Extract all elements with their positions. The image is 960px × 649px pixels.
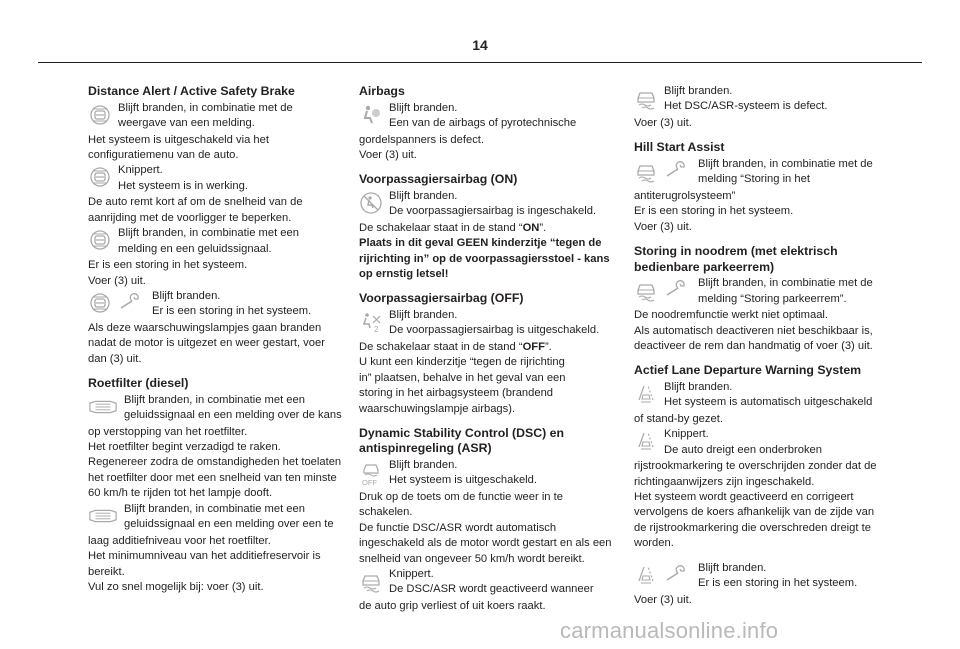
entry-text: Voer (3) uit. [634, 593, 692, 606]
entry-text: Blijft branden. [698, 561, 767, 574]
entry-text: geluidssignaal en een melding over de kans [124, 409, 342, 422]
entry-text: Knippert. [664, 428, 709, 441]
entry-text: antiterugrolsysteem” [634, 189, 736, 202]
entry [359, 189, 615, 283]
entry [634, 84, 890, 131]
entry [634, 427, 890, 551]
section-particle-filter [88, 376, 344, 595]
section-title: Distance Alert / Active Safety Brake [88, 84, 295, 98]
entry-text: De auto remt kort af om de snelheid van de [88, 196, 303, 209]
distance-alert-icon [88, 165, 112, 189]
section-title [634, 244, 890, 275]
header-rule [38, 62, 922, 63]
title-line: antispinregeling (ASR) [359, 441, 492, 456]
entry-text: vervolgens de koers afhankelijk van de zijde van [634, 506, 875, 519]
entry-text: snelheid van ongeveer 50 km/h wordt bereikt. [359, 552, 585, 565]
entry-text: De voorpassagiersairbag is uitgeschakeld. [389, 324, 600, 337]
entry-text: Het minimumniveau van het additiefreservoir is [88, 550, 321, 563]
switch-state: OFF [522, 340, 545, 353]
entry-text: waarschuwingslampje airbags). [359, 402, 516, 415]
entry-text: Knippert. [389, 568, 434, 580]
section-airbags [359, 84, 615, 163]
entry-text: Voer (3) uit. [359, 148, 417, 161]
entry-text: Voer (3) uit. [88, 274, 146, 287]
entry-text: De voorpassagiersairbag is ingeschakeld. [389, 205, 597, 218]
entry-text: Blijft branden, in combinatie met de [698, 277, 873, 290]
section-distance-alert [88, 84, 344, 367]
entry-text: of stand-by gezet. [634, 412, 723, 425]
entry-text: Druk op de toets om de functie weer in te [359, 490, 563, 503]
icon-off-label: OFF [362, 477, 377, 487]
entry-text: Blijft branden. [389, 308, 458, 321]
title-line: bedienbare parkeerrem) [634, 259, 775, 274]
entry-text: Voer (3) uit. [634, 117, 692, 129]
distance-alert-icon [88, 291, 112, 315]
section-title: Voorpassagiersairbag (OFF) [359, 291, 524, 306]
column-left [88, 84, 344, 604]
section-emergency-brake [634, 244, 890, 354]
section-title: Hill Start Assist [634, 140, 725, 155]
entry-text: aanrijding met de voorligger te beperken. [88, 211, 292, 224]
dsc-icon [634, 86, 658, 110]
entry-text: Als automatisch deactiveren niet beschikbaar is, [634, 324, 873, 337]
section-lane-departure [634, 363, 890, 608]
entry-text: Blijft branden. [389, 189, 458, 202]
entry-text: bereikt. [88, 565, 125, 578]
entry-text [359, 340, 615, 355]
text-part: ”. [544, 340, 552, 353]
warning-text: op ernstig letsel! [359, 268, 449, 281]
entry-text: Blijft branden, in combinatie met de [698, 157, 873, 170]
entry-text: Het DSC/ASR-systeem is defect. [664, 100, 828, 113]
entry-text: Voer (3) uit. [634, 220, 692, 233]
entry-text: nadat de motor is uitgezet en weer gestart, voer [88, 337, 325, 350]
text-part: De schakelaar staat in de stand “ [359, 221, 523, 234]
lane-departure-icon [634, 429, 658, 453]
column-right [634, 84, 890, 617]
dsc-icon [634, 159, 658, 183]
lane-departure-icon [634, 382, 658, 406]
switch-state: ON [522, 221, 540, 234]
entry-text: configuratiemenu van de auto. [88, 148, 239, 161]
entry-text: Blijft branden. [389, 458, 458, 471]
dsc-icon [359, 569, 383, 593]
entry-text: Er is een storing in het systeem. [698, 577, 858, 590]
passenger-airbag-on-icon [359, 191, 383, 215]
entry-text: worden. [634, 537, 674, 550]
section-title [359, 426, 615, 457]
particle-filter-icon [88, 395, 118, 419]
entry-text: storing in het airbagsysteem (brandend [359, 387, 554, 400]
entry-text: richtingaanwijzers zijn ingeschakeld. [634, 475, 815, 488]
entry-text: Een van de airbags of pyrotechnische [389, 116, 577, 129]
entry-text: Als deze waarschuwingslampjes gaan branden [88, 321, 322, 334]
entry-text: Regenereer zodra de omstandigheden het toelaten [88, 456, 342, 469]
entry [359, 308, 615, 417]
entry [88, 163, 344, 226]
airbag-icon [359, 103, 383, 127]
distance-alert-icon [88, 103, 112, 127]
section-title: Airbags [359, 84, 405, 98]
page-number: 14 [472, 37, 488, 53]
wrench-icon [664, 563, 688, 587]
wrench-icon [118, 291, 142, 315]
entry-text: 60 km/h te rijden tot het lampje dooft. [88, 487, 273, 500]
entry-text: weergave van een melding. [118, 116, 255, 129]
entry-text: melding “Storing parkeerrem”. [698, 292, 847, 305]
entry [634, 157, 890, 235]
entry-text: De functie DSC/ASR wordt automatisch [359, 521, 557, 534]
entry-text: rijstrookmarkering te overschrijden zonder dat de [634, 460, 877, 473]
entry [88, 502, 344, 596]
entry-text: Er is een storing in het systeem. [634, 205, 794, 218]
entry-text: de auto grip verliest of uit koers raakt. [359, 600, 546, 612]
distance-alert-icon [88, 228, 112, 252]
entry-text: in” plaatsen, behalve in het geval van een [359, 371, 566, 384]
lane-departure-icon [634, 563, 658, 587]
entry-text: Blijft branden. [664, 85, 733, 97]
entry-text: Het systeem is automatisch uitgeschakeld [664, 396, 873, 409]
entry-text: deactiveer de rem dan handmatig of voer (3) uit. [634, 339, 873, 352]
entry-text: Het roetfilter begint verzadigd te raken. [88, 441, 281, 454]
section-dsc-asr [359, 426, 615, 614]
entry-text: dan (3) uit. [88, 352, 142, 365]
entry-text: Het systeem wordt geactiveerd en corrigeert [634, 491, 854, 504]
entry-text: Blijft branden, in combinatie met een [118, 227, 299, 240]
entry-text: schakelen. [359, 506, 413, 519]
warning-text: rijrichting in” op de voorpassagiersstoel - kans [359, 252, 610, 265]
warning-text: Plaats in dit geval GEEN kinderzitje “tegen de [359, 237, 602, 250]
particle-filter-icon [88, 504, 118, 528]
entry-text: geluidssignaal en een melding over een te [124, 518, 334, 531]
entry-text: Vul zo snel mogelijk bij: voer (3) uit. [88, 580, 264, 593]
entry-text: De DSC/ASR wordt geactiveerd wanneer [389, 583, 594, 596]
text-part: De schakelaar staat in de stand “ [359, 340, 523, 353]
entry [634, 380, 890, 427]
section-title: Roetfilter (diesel) [88, 376, 189, 391]
entry [88, 393, 344, 502]
entry-text: Er is een storing in het systeem. [152, 305, 312, 318]
entry-text: het roetfilter door met een snelheid van ten minste [88, 471, 337, 484]
column-middle [359, 84, 615, 623]
entry [88, 226, 344, 289]
entry-text: U kunt een kinderzitje “tegen de rijrichting [359, 356, 565, 369]
entry-text: Blijft branden. [152, 289, 221, 302]
entry-text: Het systeem is uitgeschakeld. [389, 474, 537, 487]
entry-text: laag additiefniveau voor het roetfilter. [88, 534, 271, 547]
entry-text: melding “Storing in het [698, 173, 810, 186]
entry [634, 561, 890, 608]
section-title: Voorpassagiersairbag (ON) [359, 172, 518, 187]
entry [359, 101, 615, 164]
entry-text: Blijft branden. [389, 101, 458, 114]
title-line: Dynamic Stability Control (DSC) en [359, 425, 564, 440]
entry-text: Blijft branden, in combinatie met een [124, 393, 305, 406]
entry-text: Knippert. [118, 164, 163, 177]
entry-text: Blijft branden, in combinatie met de [118, 101, 293, 114]
entry-text: De auto dreigt een onderbroken [664, 443, 822, 456]
entry-text: De noodremfunctie werkt niet optimaal. [634, 309, 829, 322]
section-passenger-airbag-on [359, 172, 615, 282]
entry [359, 567, 615, 614]
entry [88, 289, 344, 367]
entry-text: Er is een storing in het systeem. [88, 259, 248, 272]
section-hill-start-assist [634, 140, 890, 235]
entry-text: Het systeem is uitgeschakeld via het [88, 133, 269, 146]
wrench-icon [664, 278, 688, 302]
entry-text: melding en een geluidssignaal. [118, 242, 272, 255]
entry-text: gordelspanners is defect. [359, 133, 485, 146]
entry-text: ingeschakeld als de motor wordt gestart en als een [359, 537, 612, 550]
entry-text: Het systeem is in werking. [118, 179, 248, 192]
section-passenger-airbag-off [359, 291, 615, 417]
entry-text: Blijft branden, in combinatie met een [124, 502, 305, 515]
watermark: carmanualsonline.info [560, 618, 779, 643]
entry-text: de rijstrookmarkering die overschreden dreigt te [634, 521, 871, 534]
entry [88, 101, 344, 164]
dsc-icon [634, 278, 658, 302]
section-dsc-fault [634, 84, 890, 131]
entry-text: Blijft branden. [664, 380, 733, 393]
wrench-icon [664, 159, 688, 183]
entry-text [359, 221, 615, 236]
section-title: Actief Lane Departure Warning System [634, 363, 862, 378]
text-part: ”. [539, 221, 547, 234]
entry [634, 276, 890, 354]
title-line: Storing in noodrem (met elektrisch [634, 244, 838, 259]
passenger-airbag-off-icon [359, 310, 383, 334]
entry [359, 458, 615, 567]
entry-text: op verstopping van het roetfilter. [88, 425, 248, 438]
